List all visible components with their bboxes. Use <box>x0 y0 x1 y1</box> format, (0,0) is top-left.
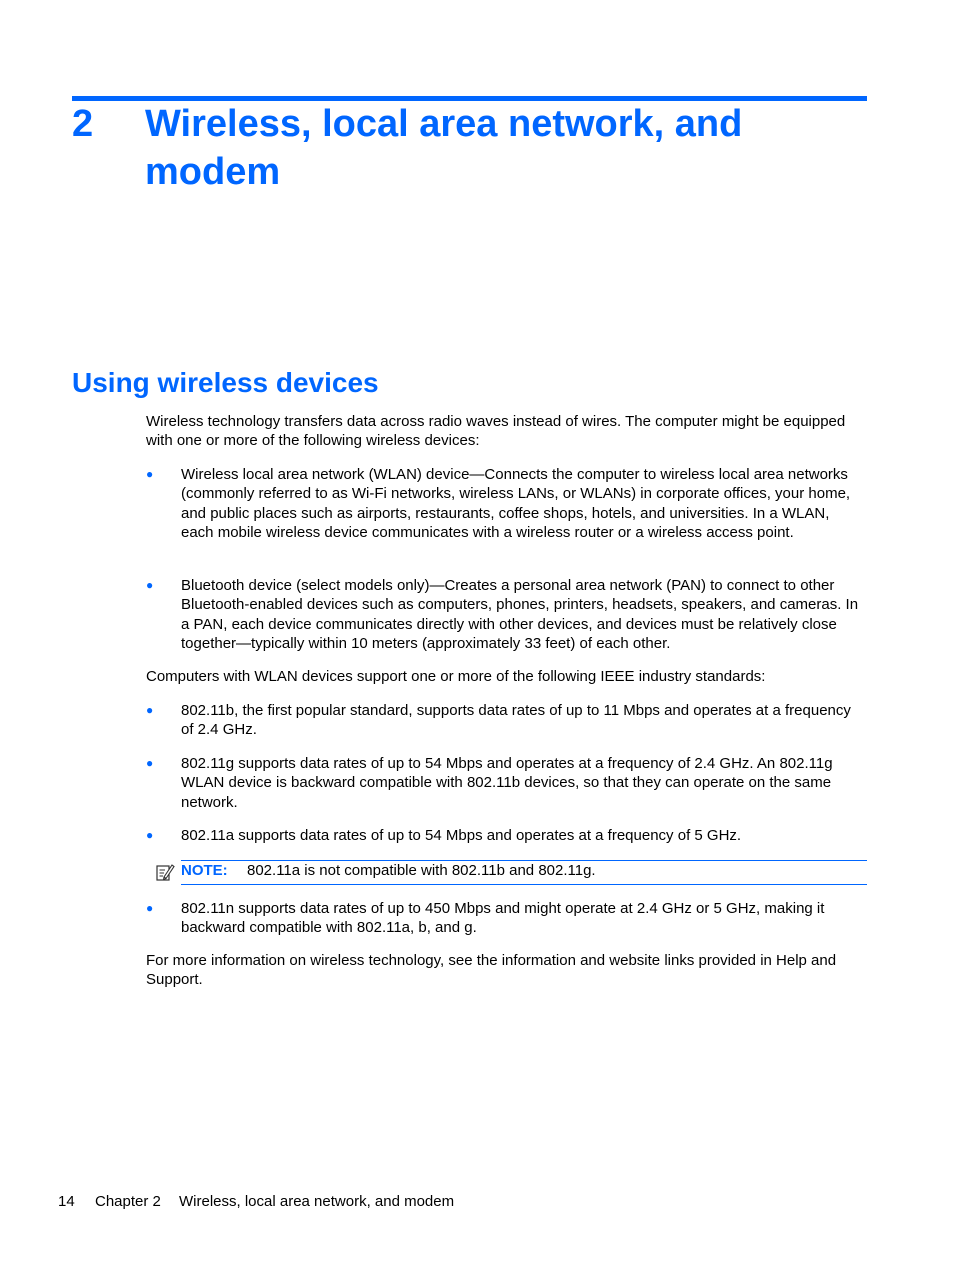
footer-chapter-title: Wireless, local area network, and modem <box>179 1193 455 1210</box>
section-title: Using wireless devices <box>72 367 379 398</box>
bullet-icon: ● <box>146 756 154 770</box>
bullet-icon: ● <box>146 578 154 592</box>
note-label: NOTE: <box>181 862 228 879</box>
closing-paragraph: For more information on wireless technology, see the information and website links provided in Help and Support. <box>146 952 837 989</box>
bullet-icon: ● <box>146 467 154 481</box>
bullet-text-80211n: 802.11n supports data rates of up to 450 Mbps and might operate at 2.4 GHz or 5 GHz, making it backward compatible with 802.11a, b, and g. <box>181 900 825 937</box>
bullet-text-80211g: 802.11g supports data rates of up to 54 Mbps and operates at a frequency of 2.4 GHz. An 802.11g WLAN device is backward compatible with 802.11b devices, so that they can operate on the same network. <box>181 755 833 811</box>
page-number: 14 <box>58 1193 75 1210</box>
standards-intro-paragraph: Computers with WLAN devices support one or more of the following IEEE industry standards: <box>146 668 766 685</box>
chapter-title: Wireless, local area network, and modem <box>145 103 743 193</box>
footer-chapter-label: Chapter 2 <box>95 1193 161 1210</box>
note-box <box>181 860 867 885</box>
bullet-icon: ● <box>146 901 154 915</box>
chapter-number: 2 <box>72 103 94 145</box>
bullet-icon: ● <box>146 703 154 717</box>
note-pencil-icon <box>155 862 175 882</box>
bullet-text-80211b: 802.11b, the first popular standard, supports data rates of up to 11 Mbps and operates at a frequency of 2.4 GHz. <box>181 702 851 739</box>
intro-paragraph: Wireless technology transfers data across radio waves instead of wires. The computer might be equipped with one or more of the following wireless devices: <box>146 413 846 450</box>
bullet-icon: ● <box>146 828 154 842</box>
bullet-text-80211a: 802.11a supports data rates of up to 54 Mbps and operates at a frequency of 5 GHz. <box>181 827 742 844</box>
note-text: 802.11a is not compatible with 802.11b and 802.11g. <box>247 862 596 879</box>
bullet-text-bluetooth: Bluetooth device (select models only)—Creates a personal area network (PAN) to connect to other Bluetooth-enabled devices such as computers, phones, printers, headsets, speakers, and cameras. In a PAN, each device communicates directly with other devices, and devices must be relatively close together—typically within 10 meters (approximately 33 feet) of each other. <box>181 577 859 653</box>
bullet-text-wlan: Wireless local area network (WLAN) device—Connects the computer to wireless local area networks (commonly referred to as Wi-Fi networks, wireless LANs, or WLANs) in corporate offices, your home, and public places such as airports, restaurants, coffee shops, hotels, and universities. In a WLAN, each mobile wireless device communicates with a wireless router or a wireless access point. <box>181 466 851 542</box>
